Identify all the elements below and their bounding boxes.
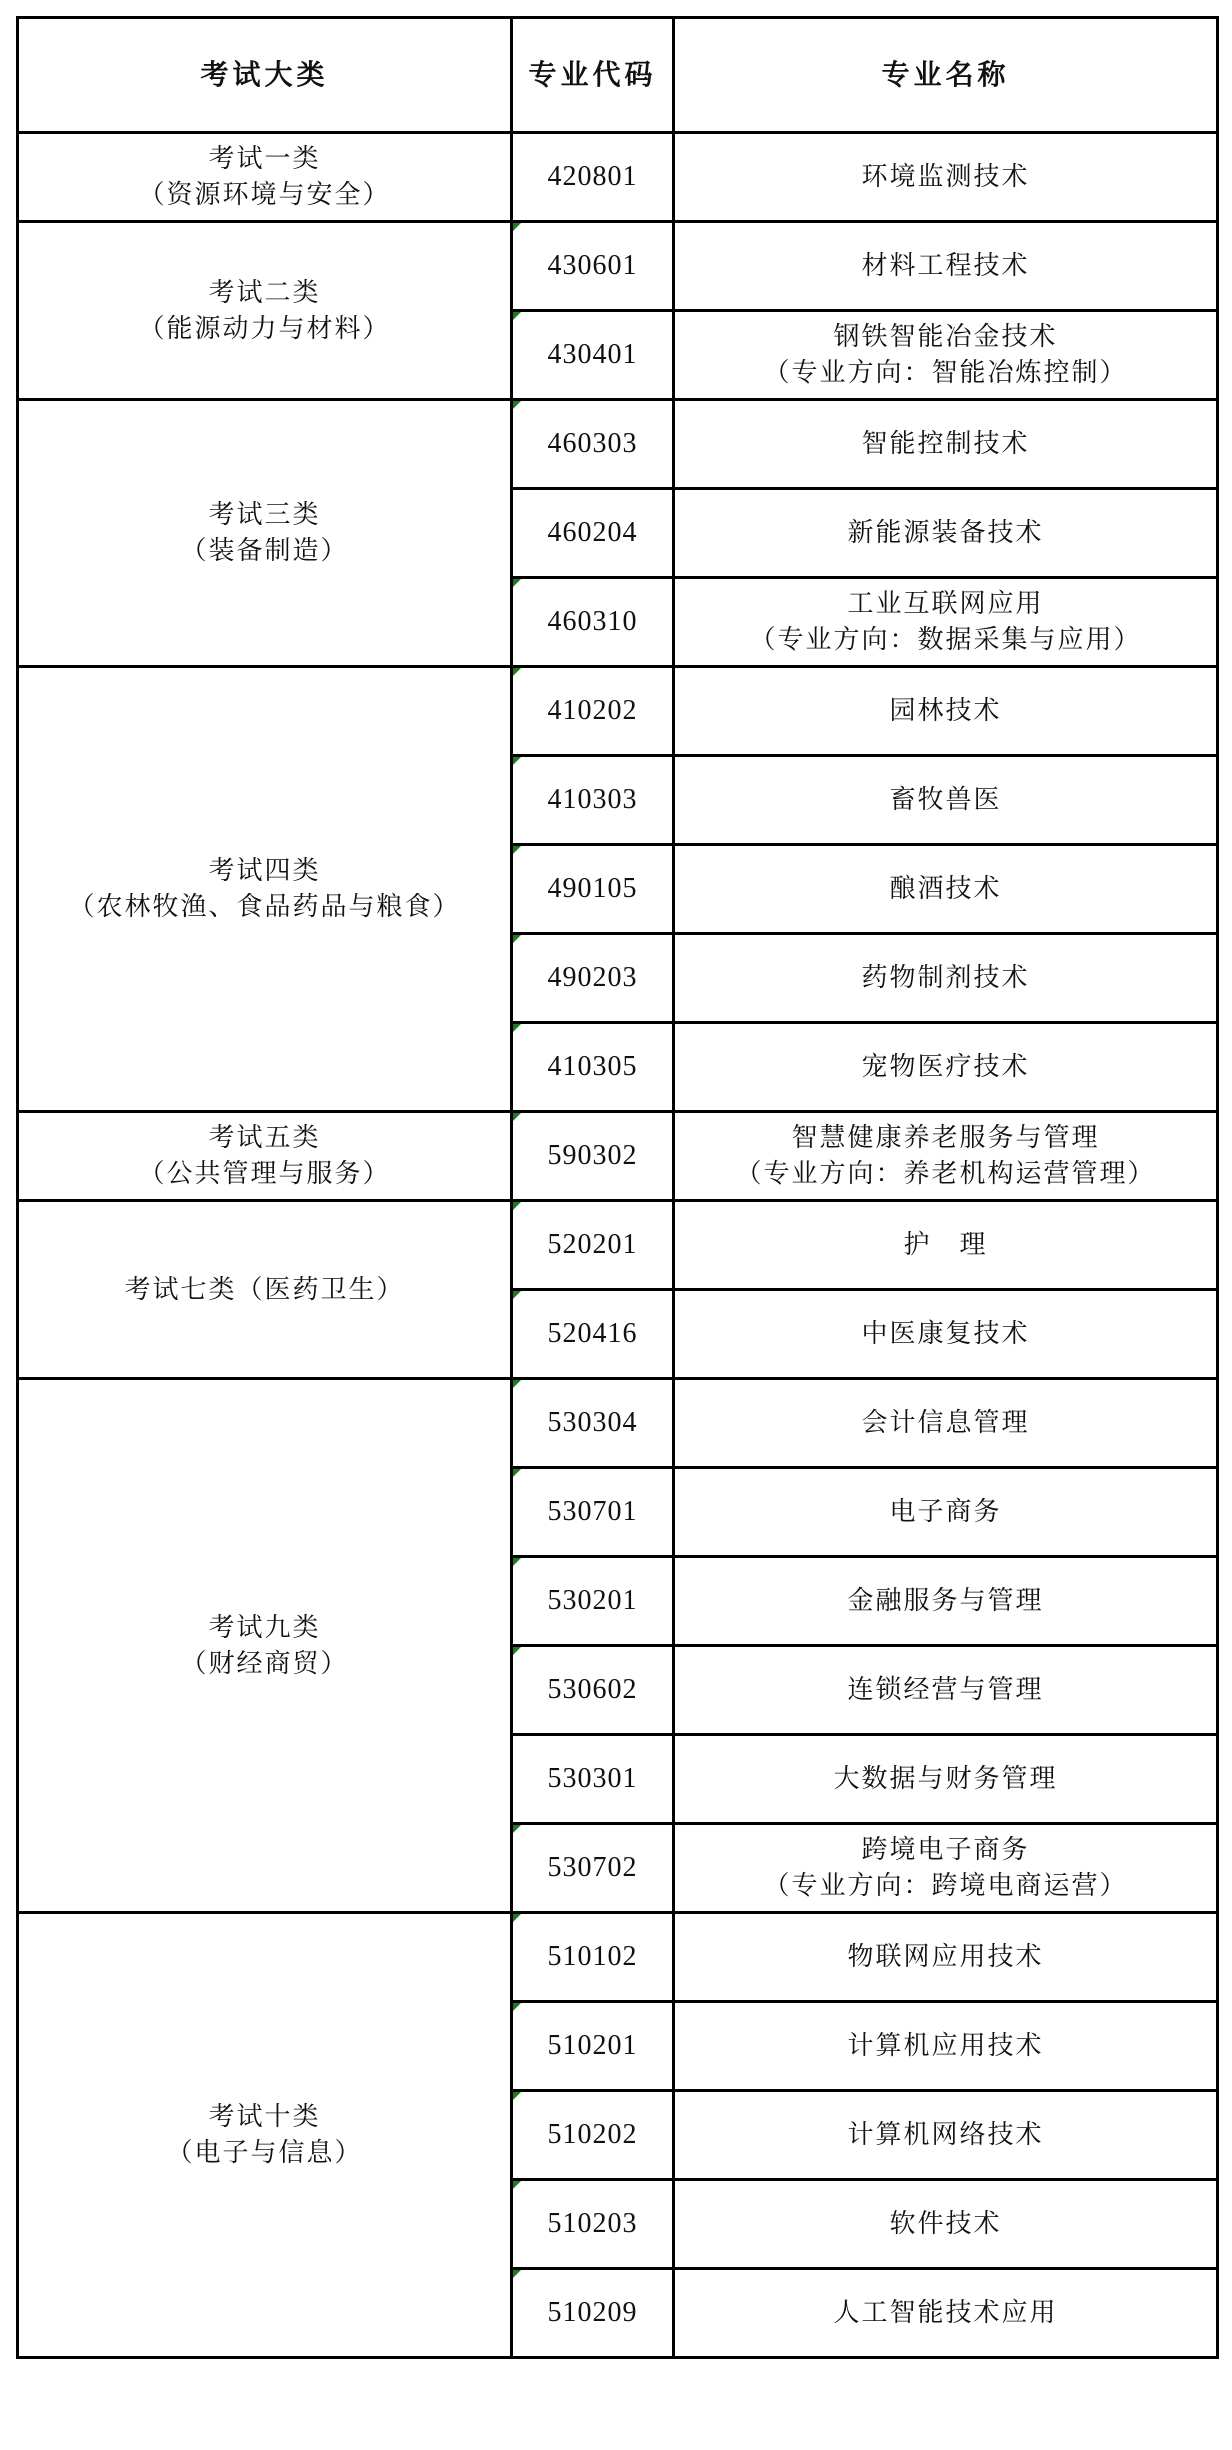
major-code-cell: 510203 — [512, 2180, 674, 2269]
table-row — [18, 222, 1218, 311]
major-code-cell: 430401 — [512, 311, 674, 400]
major-code-cell: 590302 — [512, 1112, 674, 1201]
exam-category-cell — [18, 133, 512, 222]
exam-category-title: 考试十类 — [208, 2102, 321, 2132]
major-name-cell — [674, 1468, 1218, 1557]
major-code-cell: 530201 — [512, 1557, 674, 1646]
exam-category-subtitle: （农林牧渔、食品药品与粮食） — [68, 892, 461, 922]
major-code-cell: 510102 — [512, 1913, 674, 2002]
header-row — [18, 18, 1218, 133]
major-code-cell: 530701 — [512, 1468, 674, 1557]
major-name-cell — [674, 1112, 1218, 1201]
major-code-cell: 410202 — [512, 667, 674, 756]
major-name: 酿酒技术 — [889, 874, 1002, 904]
major-name: 连锁经营与管理 — [847, 1675, 1044, 1705]
table-row — [18, 1913, 1218, 2002]
major-code-cell: 510209 — [512, 2269, 674, 2358]
major-name-cell — [674, 1201, 1218, 1290]
major-code-cell: 490203 — [512, 934, 674, 1023]
exam-category-subtitle: （能源动力与材料） — [138, 313, 391, 344]
exam-category-cell — [18, 400, 512, 667]
major-name: 软件技术 — [889, 2209, 1002, 2239]
table-row — [18, 1112, 1218, 1201]
major-direction-note: （专业方向：养老机构运营管理） — [735, 1159, 1156, 1189]
major-code-cell: 530602 — [512, 1646, 674, 1735]
major-name-cell — [674, 400, 1218, 489]
exam-category-subtitle: （资源环境与安全） — [138, 180, 391, 210]
table-row — [18, 1201, 1218, 1290]
header-category: 考试大类 — [18, 18, 512, 133]
exam-category-cell — [18, 1201, 512, 1379]
major-name-cell — [674, 756, 1218, 845]
major-name-cell — [674, 1913, 1218, 2002]
major-code-cell: 460204 — [512, 489, 674, 578]
major-name: 中医康复技术 — [861, 1319, 1030, 1349]
major-name: 畜牧兽医 — [889, 785, 1002, 815]
major-code-cell: 460303 — [512, 400, 674, 489]
major-name-cell — [674, 1646, 1218, 1735]
major-name: 护 理 — [903, 1230, 988, 1260]
major-code-cell: 420801 — [512, 133, 674, 222]
major-direction-note: （专业方向：跨境电商运营） — [763, 1871, 1128, 1901]
major-code-cell: 530702 — [512, 1824, 674, 1913]
major-name: 物联网应用技术 — [847, 1942, 1044, 1972]
major-name-cell — [674, 1290, 1218, 1379]
exam-category-title: 考试一类 — [208, 144, 321, 174]
major-code-cell: 520416 — [512, 1290, 674, 1379]
exam-category-subtitle: （装备制造） — [180, 536, 349, 566]
major-code-cell: 530304 — [512, 1379, 674, 1468]
major-name: 药物制剂技术 — [861, 963, 1030, 993]
major-name-cell — [674, 2002, 1218, 2091]
exam-category-title: 考试三类 — [208, 500, 321, 530]
major-name-cell — [674, 133, 1218, 222]
header-code: 专业代码 — [512, 18, 674, 133]
exam-category-title: 考试二类 — [208, 277, 321, 308]
exam-category-cell — [18, 1913, 512, 2358]
major-name-cell — [674, 1023, 1218, 1112]
major-direction-note: （专业方向：智能冶炼控制） — [763, 358, 1128, 388]
major-name: 宠物医疗技术 — [861, 1052, 1030, 1082]
table-row — [18, 133, 1218, 222]
major-direction-note: （专业方向：数据采集与应用） — [749, 625, 1142, 655]
table-row — [18, 667, 1218, 756]
major-name: 智能控制技术 — [861, 429, 1030, 459]
major-name-cell — [674, 489, 1218, 578]
major-name-cell — [674, 578, 1218, 667]
major-name-cell — [674, 934, 1218, 1023]
table-row — [18, 1379, 1218, 1468]
major-name: 人工智能技术应用 — [833, 2298, 1058, 2328]
major-name-cell — [674, 1379, 1218, 1468]
major-name: 计算机网络技术 — [847, 2120, 1044, 2150]
major-name: 环境监测技术 — [861, 162, 1030, 192]
major-name-cell — [674, 2180, 1218, 2269]
major-name: 电子商务 — [889, 1497, 1002, 1527]
major-name: 智慧健康养老服务与管理 — [791, 1123, 1100, 1153]
exam-category-title: 考试五类 — [208, 1123, 321, 1153]
exam-category-title: 考试七类（医药卫生） — [124, 1274, 405, 1305]
major-name: 新能源装备技术 — [847, 518, 1044, 548]
major-name-cell — [674, 222, 1218, 311]
major-name-cell — [674, 1557, 1218, 1646]
major-name-cell — [674, 2091, 1218, 2180]
major-code-cell: 530301 — [512, 1735, 674, 1824]
major-name: 会计信息管理 — [861, 1408, 1030, 1438]
major-code-cell: 410303 — [512, 756, 674, 845]
major-name-cell — [674, 2269, 1218, 2358]
major-name: 园林技术 — [889, 696, 1002, 726]
major-code-cell: 490105 — [512, 845, 674, 934]
major-code-cell: 510202 — [512, 2091, 674, 2180]
major-name: 金融服务与管理 — [847, 1586, 1044, 1616]
major-name-cell — [674, 1824, 1218, 1913]
major-code-cell: 510201 — [512, 2002, 674, 2091]
major-code-cell: 460310 — [512, 578, 674, 667]
major-name-cell — [674, 1735, 1218, 1824]
exam-category-title: 考试四类 — [208, 856, 321, 886]
exam-category-cell — [18, 1379, 512, 1913]
major-name-cell — [674, 845, 1218, 934]
exam-category-title: 考试九类 — [208, 1612, 321, 1643]
major-name: 材料工程技术 — [861, 251, 1030, 281]
exam-category-subtitle: （公共管理与服务） — [138, 1159, 391, 1189]
exam-category-subtitle: （财经商贸） — [180, 1648, 349, 1679]
exam-category-cell — [18, 667, 512, 1112]
table-body — [18, 133, 1218, 2358]
majors-table — [16, 16, 1219, 2359]
major-name: 大数据与财务管理 — [833, 1764, 1058, 1794]
major-code-cell: 430601 — [512, 222, 674, 311]
exam-category-cell — [18, 1112, 512, 1201]
major-name-cell — [674, 667, 1218, 756]
major-name: 钢铁智能冶金技术 — [833, 322, 1058, 352]
major-name: 计算机应用技术 — [847, 2031, 1044, 2061]
major-name: 跨境电子商务 — [861, 1835, 1030, 1865]
major-name-cell — [674, 311, 1218, 400]
major-code-cell: 410305 — [512, 1023, 674, 1112]
major-name: 工业互联网应用 — [847, 589, 1044, 619]
header-name: 专业名称 — [674, 18, 1218, 133]
exam-category-subtitle: （电子与信息） — [166, 2138, 363, 2168]
exam-category-cell — [18, 222, 512, 400]
table-row — [18, 400, 1218, 489]
major-code-cell: 520201 — [512, 1201, 674, 1290]
